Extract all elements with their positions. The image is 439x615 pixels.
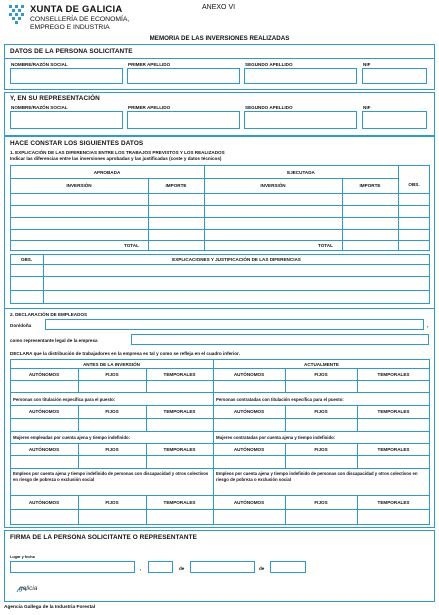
divider bbox=[4, 58, 435, 59]
obs-col-header: OBS. bbox=[20, 257, 33, 262]
divider bbox=[10, 380, 430, 381]
org-name: XUNTA DE GALICIA bbox=[30, 4, 123, 15]
lugar-comma: , bbox=[140, 566, 142, 571]
temporales-col: TEMPORALES bbox=[163, 447, 196, 452]
total-label-2: TOTAL bbox=[318, 243, 333, 248]
firma-heading: FIRMA DE LA PERSONA SOLICITANTE O REPRESENTANTE bbox=[10, 534, 197, 541]
fijos-col: FIJOS bbox=[314, 409, 328, 414]
divider bbox=[204, 165, 205, 251]
autonomos-col: AUTÓNOMOS bbox=[233, 500, 265, 505]
don-field[interactable] bbox=[45, 319, 424, 330]
divider bbox=[78, 368, 79, 392]
fijos-col: FIJOS bbox=[314, 372, 328, 377]
divider bbox=[146, 443, 147, 468]
importe-header-1: IMPORTE bbox=[165, 183, 187, 188]
divider bbox=[10, 443, 430, 444]
rep-nif-field[interactable] bbox=[362, 111, 427, 129]
lugar-label: Lugar y fecha bbox=[10, 555, 35, 559]
declara-text: DECLARA que la distribución de trabajadores en la empresa es tal y como se refleja en el cuadro inferior. bbox=[10, 351, 240, 356]
dept-line2: EMPREGO E INDUSTRIA bbox=[30, 24, 110, 31]
fijos-col: FIJOS bbox=[105, 447, 119, 452]
divider bbox=[10, 217, 430, 218]
divider bbox=[78, 405, 79, 431]
divider bbox=[146, 495, 147, 525]
divider bbox=[10, 418, 430, 419]
divider bbox=[285, 443, 286, 468]
temporales-col: TEMPORALES bbox=[377, 500, 410, 505]
name-label: NOMBRE/RAZÓN SOCIAL bbox=[11, 62, 68, 67]
divider bbox=[146, 368, 147, 392]
solicitante-heading: DATOS DE LA PERSONA SOLICITANTE bbox=[10, 48, 133, 55]
divider bbox=[10, 509, 430, 510]
ejecutada-header: EJECUTADA bbox=[287, 170, 315, 175]
divider bbox=[357, 495, 358, 525]
divider bbox=[10, 205, 430, 206]
fijos-col: FIJOS bbox=[314, 500, 328, 505]
agency-footer: Agencia Gallega de la Industria Forestal bbox=[4, 605, 96, 610]
divider bbox=[285, 368, 286, 392]
autonomos-col: AUTÓNOMOS bbox=[233, 409, 265, 414]
divider bbox=[10, 405, 430, 406]
rep-nif-label: NIF bbox=[363, 105, 371, 110]
group2-left-label: Personas con titulación específica para el puesto: bbox=[13, 397, 116, 402]
autonomos-col: AUTÓNOMOS bbox=[233, 447, 265, 452]
fijos-col: FIJOS bbox=[105, 372, 119, 377]
ap2-label: SEGUNDO APELLIDO bbox=[245, 62, 293, 67]
divider bbox=[10, 495, 430, 496]
divider bbox=[357, 443, 358, 468]
rep-name-label: NOMBRE/RAZÓN SOCIAL bbox=[11, 105, 68, 110]
rep-ap2-label: SEGUNDO APELLIDO bbox=[245, 105, 293, 110]
don-comma: , bbox=[427, 323, 429, 328]
ap2-field[interactable] bbox=[244, 68, 357, 84]
inversion-header-2: INVERSIÓN bbox=[260, 183, 286, 188]
xunta-logo bbox=[7, 4, 27, 26]
year-field[interactable] bbox=[270, 561, 306, 573]
autonomos-col: AUTÓNOMOS bbox=[28, 500, 60, 505]
fijos-col: FIJOS bbox=[314, 447, 328, 452]
representacion-heading: Y, EN SU REPRESENTACIÓN bbox=[10, 95, 100, 102]
divider bbox=[10, 431, 430, 432]
divider bbox=[10, 455, 430, 456]
de-label-1: de bbox=[179, 566, 185, 571]
rep-ap1-field[interactable] bbox=[127, 111, 240, 129]
day-field[interactable] bbox=[148, 561, 173, 573]
galicia-wordmark: galicia bbox=[19, 585, 38, 592]
divider bbox=[10, 368, 430, 369]
autonomos-col: AUTÓNOMOS bbox=[233, 372, 265, 377]
inversion-header-1: INVERSIÓN bbox=[66, 183, 92, 188]
obs-header: OBS. bbox=[408, 182, 420, 187]
name-field[interactable] bbox=[10, 68, 123, 84]
antes-header: ANTES DE LA INVERSIÓN bbox=[82, 362, 140, 367]
rep-ap2-field[interactable] bbox=[244, 111, 357, 129]
divider bbox=[146, 405, 147, 431]
fijos-col: FIJOS bbox=[105, 409, 119, 414]
temporales-col: TEMPORALES bbox=[163, 500, 196, 505]
group4-left-label: Empleos por cuenta ajena y tiempo indefinido de personas con discapacidad y otros colectivos en riesgo de pobreza o exclusión social bbox=[13, 471, 209, 482]
group3-left-label: Mujeres empleadas por cuenta ajena y tiempo indefinido: bbox=[13, 435, 130, 440]
rep-ap1-label: PRIMER APELLIDO bbox=[128, 105, 171, 110]
ap1-label: PRIMER APELLIDO bbox=[128, 62, 171, 67]
autonomos-col: AUTÓNOMOS bbox=[28, 372, 60, 377]
total-label-1: TOTAL bbox=[124, 243, 139, 248]
divider bbox=[10, 468, 430, 469]
divider bbox=[10, 290, 430, 291]
actual-header: ACTUALMENTE bbox=[304, 362, 339, 367]
temporales-col: TEMPORALES bbox=[377, 447, 410, 452]
constar-heading: HACE CONSTAR LOS SIGUIENTES DATOS bbox=[10, 140, 144, 147]
divider bbox=[285, 495, 286, 525]
section1-subtitle: Indicar las diferencias entre las inversiones aprobadas y las justificadas (coste y datos técnicos) bbox=[10, 156, 222, 161]
autonomos-col: AUTÓNOMOS bbox=[28, 447, 60, 452]
divider bbox=[285, 405, 286, 431]
temporales-col: TEMPORALES bbox=[377, 409, 410, 414]
group4-right-label: Empleos por cuenta ajena y tiempo indefinido de personas con discapacidad y otros colectivos en riesgo de pobreza o exclusión social bbox=[216, 471, 418, 482]
de-label-2: de bbox=[259, 566, 265, 571]
annex-label: ANEXO VI bbox=[202, 4, 236, 11]
don-label: Don/doña bbox=[10, 323, 32, 328]
section1-title: 1. EXPLICACIÓN DE LAS DIFERENCIAS ENTRE LOS TRABAJOS PREVISTOS Y LOS REALIZADOS bbox=[10, 150, 225, 155]
divider bbox=[10, 229, 430, 230]
divider bbox=[357, 405, 358, 431]
divider bbox=[10, 264, 430, 265]
divider bbox=[78, 495, 79, 525]
divider bbox=[357, 368, 358, 392]
temporales-col: TEMPORALES bbox=[163, 409, 196, 414]
divider bbox=[398, 165, 399, 251]
group3-right-label: Mujeres contratadas por cuenta ajena y tiempo indefinido: bbox=[216, 435, 336, 440]
divider bbox=[10, 276, 430, 277]
divider bbox=[10, 193, 430, 194]
divider bbox=[10, 240, 430, 241]
month-field[interactable] bbox=[190, 561, 255, 573]
divider bbox=[4, 308, 435, 309]
fijos-col: FIJOS bbox=[105, 500, 119, 505]
lugar-field[interactable] bbox=[10, 561, 135, 573]
temporales-col: TEMPORALES bbox=[163, 372, 196, 377]
page-title: MEMORIA DE LAS INVERSIONES REALIZADAS bbox=[149, 35, 290, 42]
autonomos-col: AUTÓNOMOS bbox=[28, 409, 60, 414]
importe-header-2: IMPORTE bbox=[359, 183, 381, 188]
divider bbox=[78, 443, 79, 468]
nif-field[interactable] bbox=[362, 68, 427, 84]
dept-line1: CONSELLERÍA DE ECONOMÍA, bbox=[30, 16, 130, 23]
divider bbox=[10, 392, 430, 393]
como-label: como representante legal de la empresa bbox=[10, 338, 98, 343]
explicaciones-header: EXPLICACIONES Y JUSTIFICACIÓN DE LAS DIFERENCIAS bbox=[172, 257, 301, 262]
temporales-col: TEMPORALES bbox=[377, 372, 410, 377]
ap1-field[interactable] bbox=[127, 68, 240, 84]
section2-title: 2. DECLARACIÓN DE EMPLEADOS bbox=[10, 312, 88, 317]
empresa-field[interactable] bbox=[131, 334, 429, 345]
nif-label: NIF bbox=[363, 62, 371, 67]
aprobada-header: APROBADA bbox=[93, 170, 121, 175]
rep-name-field[interactable] bbox=[10, 111, 123, 129]
group2-right-label: Personas contratadas con titulación específica para el puesto: bbox=[216, 397, 344, 402]
